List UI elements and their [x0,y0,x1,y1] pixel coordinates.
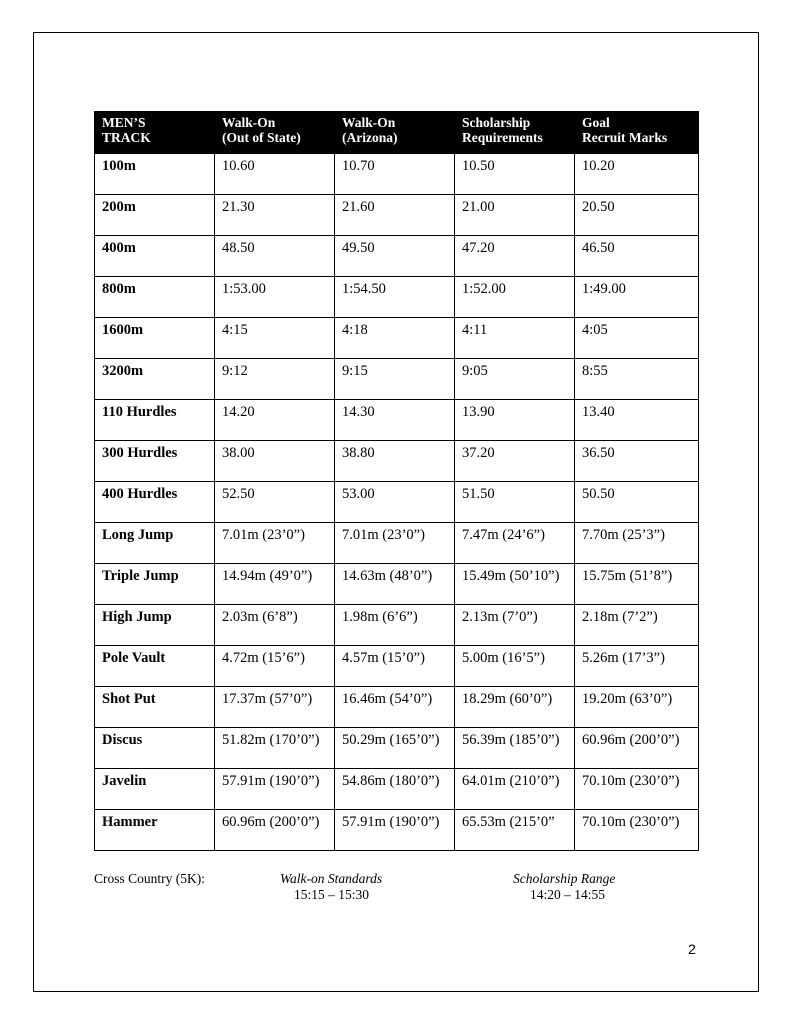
header-goal: Goal Recruit Marks [575,112,699,154]
mark-cell: 9:05 [455,359,575,400]
mark-cell: 18.29m (60’0”) [455,687,575,728]
event-name-cell: 400 Hurdles [95,482,215,523]
mark-cell: 57.91m (190’0”) [215,769,335,810]
table-row [95,195,699,236]
cross-country-scholarship [513,871,615,903]
event-name-cell: Pole Vault [95,646,215,687]
mark-cell: 2.13m (7’0”) [455,605,575,646]
mark-cell: 53.00 [335,482,455,523]
table-row [95,359,699,400]
header-walkon-arizona: Walk-On (Arizona) [335,112,455,154]
mark-cell: 17.37m (57’0”) [215,687,335,728]
mark-cell: 7.70m (25’3”) [575,523,699,564]
mark-cell: 4:18 [335,318,455,359]
mark-cell: 14.94m (49’0”) [215,564,335,605]
event-name-cell: High Jump [95,605,215,646]
event-name-cell: 800m [95,277,215,318]
event-name-cell: 300 Hurdles [95,441,215,482]
mark-cell: 8:55 [575,359,699,400]
walkon-standards-range: 15:15 – 15:30 [294,887,370,902]
mark-cell: 21.60 [335,195,455,236]
table-row [95,728,699,769]
header-scholarship: Scholarship Requirements [455,112,575,154]
event-name-cell: 400m [95,236,215,277]
mark-cell: 65.53m (215’0” [455,810,575,851]
mark-cell: 52.50 [215,482,335,523]
mark-cell: 1:53.00 [215,277,335,318]
mark-cell: 70.10m (230’0”) [575,810,699,851]
mark-cell: 7.47m (24’6”) [455,523,575,564]
event-name-cell: 110 Hurdles [95,400,215,441]
mark-cell: 64.01m (210’0”) [455,769,575,810]
mark-cell: 57.91m (190’0”) [335,810,455,851]
mark-cell: 13.90 [455,400,575,441]
event-name-cell: 1600m [95,318,215,359]
mark-cell: 1.98m (6’6”) [335,605,455,646]
mark-cell: 51.50 [455,482,575,523]
event-name-cell: Shot Put [95,687,215,728]
event-name-cell: 100m [95,154,215,195]
mark-cell: 14.30 [335,400,455,441]
mark-cell: 38.80 [335,441,455,482]
mark-cell: 54.86m (180’0”) [335,769,455,810]
event-name-cell: 3200m [95,359,215,400]
table-row [95,236,699,277]
event-name-cell: 200m [95,195,215,236]
mark-cell: 60.96m (200’0”) [215,810,335,851]
mark-cell: 14.20 [215,400,335,441]
mark-cell: 7.01m (23’0”) [335,523,455,564]
table-row [95,646,699,687]
mark-cell: 4.72m (15’6”) [215,646,335,687]
table-row [95,687,699,728]
cross-country-walkon [280,871,382,903]
mark-cell: 51.82m (170’0”) [215,728,335,769]
event-name-cell: Hammer [95,810,215,851]
mark-cell: 2.18m (7’2”) [575,605,699,646]
scholarship-range-heading: Scholarship Range [513,871,616,886]
mark-cell: 48.50 [215,236,335,277]
event-name-cell: Javelin [95,769,215,810]
mark-cell: 4:05 [575,318,699,359]
mark-cell: 2.03m (6’8”) [215,605,335,646]
mark-cell: 49.50 [335,236,455,277]
mark-cell: 4:15 [215,318,335,359]
table-row [95,154,699,195]
mark-cell: 38.00 [215,441,335,482]
table-row [95,400,699,441]
event-name-cell: Triple Jump [95,564,215,605]
table-row [95,482,699,523]
mark-cell: 50.29m (165’0”) [335,728,455,769]
table-row [95,605,699,646]
mark-cell: 4.57m (15’0”) [335,646,455,687]
mark-cell: 10.60 [215,154,335,195]
event-name-cell: Long Jump [95,523,215,564]
header-event: MEN’S TRACK [95,112,215,154]
event-name-cell: Discus [95,728,215,769]
mark-cell: 10.50 [455,154,575,195]
header-walkon-out-of-state: Walk-On (Out of State) [215,112,335,154]
mark-cell: 15.75m (51’8”) [575,564,699,605]
mark-cell: 1:52.00 [455,277,575,318]
mark-cell: 5.00m (16’5”) [455,646,575,687]
mark-cell: 21.30 [215,195,335,236]
table-row [95,441,699,482]
table-row [95,769,699,810]
mark-cell: 36.50 [575,441,699,482]
table-row [95,277,699,318]
table-row [95,523,699,564]
table-row [95,318,699,359]
mark-cell: 37.20 [455,441,575,482]
mark-cell: 47.20 [455,236,575,277]
mark-cell: 1:54.50 [335,277,455,318]
mark-cell: 9:15 [335,359,455,400]
scholarship-range-value: 14:20 – 14:55 [530,887,606,902]
mark-cell: 1:49.00 [575,277,699,318]
mark-cell: 9:12 [215,359,335,400]
mark-cell: 5.26m (17’3”) [575,646,699,687]
mark-cell: 60.96m (200’0”) [575,728,699,769]
standards-table [94,111,699,851]
mark-cell: 16.46m (54’0”) [335,687,455,728]
mark-cell: 19.20m (63’0”) [575,687,699,728]
mark-cell: 46.50 [575,236,699,277]
mark-cell: 70.10m (230’0”) [575,769,699,810]
mark-cell: 13.40 [575,400,699,441]
page-number: 2 [688,941,696,957]
walkon-standards-heading: Walk-on Standards [280,871,383,886]
table-header-row [95,112,699,154]
table-row [95,810,699,851]
mark-cell: 21.00 [455,195,575,236]
mark-cell: 14.63m (48’0”) [335,564,455,605]
mark-cell: 20.50 [575,195,699,236]
mark-cell: 56.39m (185’0”) [455,728,575,769]
cross-country-label: Cross Country (5K): [94,871,205,886]
table-row [95,564,699,605]
mark-cell: 4:11 [455,318,575,359]
mark-cell: 7.01m (23’0”) [215,523,335,564]
mark-cell: 10.70 [335,154,455,195]
mark-cell: 50.50 [575,482,699,523]
mark-cell: 15.49m (50’10”) [455,564,575,605]
mark-cell: 10.20 [575,154,699,195]
